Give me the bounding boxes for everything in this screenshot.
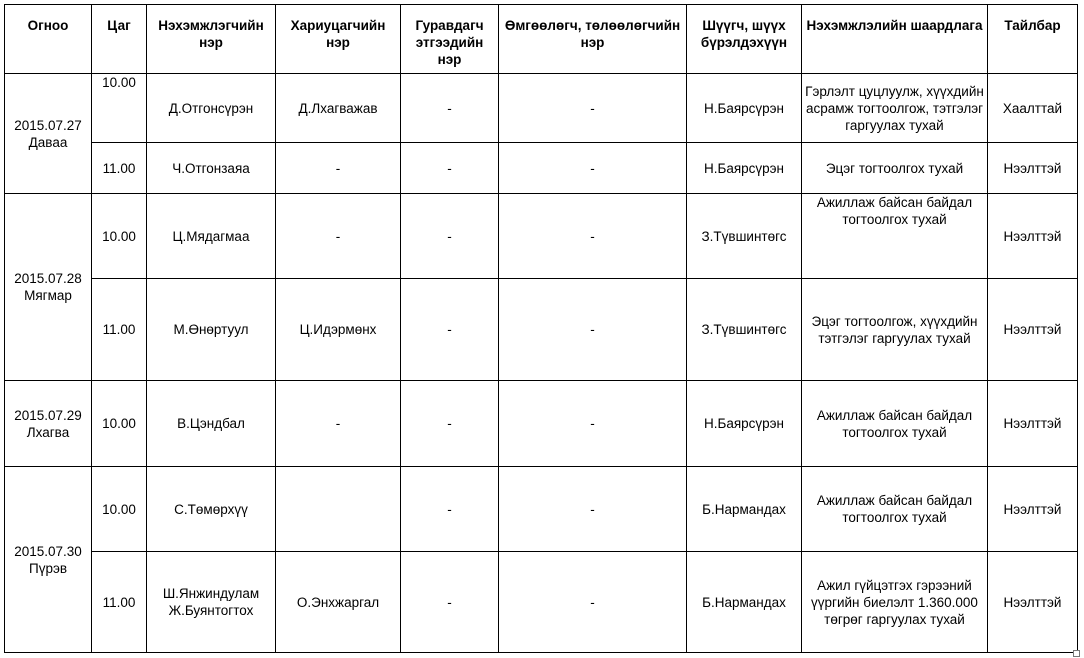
third-party-cell: - xyxy=(401,279,499,381)
header-advocate: Өмгөөлөгч, төлөөлөгчийн нэр xyxy=(499,5,687,74)
advocate-cell: - xyxy=(499,143,687,194)
date-value: 2015.07.30 xyxy=(14,543,82,559)
advocate-cell: - xyxy=(499,279,687,381)
table-row xyxy=(5,143,1078,194)
header-note: Тайлбар xyxy=(988,5,1078,74)
date-cell xyxy=(5,381,92,467)
header-third-party: Гуравдагч этгээдийн нэр xyxy=(401,5,499,74)
defendant-cell: О.Энхжаргал xyxy=(276,552,401,653)
header-claim: Нэхэмжлэлийн шаардлага xyxy=(802,5,988,74)
claim-cell: Гэрлэлт цуцлуулж, хүүхдийн асрамж тогтоолгож, тэтгэлэг гаргуулах тухай xyxy=(802,74,988,143)
table-row xyxy=(5,279,1078,381)
judge-cell: Б.Нармандах xyxy=(687,552,802,653)
advocate-cell: - xyxy=(499,381,687,467)
note-cell: Нээлттэй xyxy=(988,143,1078,194)
header-date: Огноо xyxy=(5,5,92,74)
advocate-cell: - xyxy=(499,194,687,279)
date-cell xyxy=(5,74,92,194)
weekday-value: Даваа xyxy=(28,134,68,150)
table-resize-handle[interactable] xyxy=(1073,650,1080,657)
defendant-cell: Ц.Идэрмөнх xyxy=(276,279,401,381)
third-party-cell: - xyxy=(401,552,499,653)
date-cell xyxy=(5,467,92,653)
claim-cell: Эцэг тогтоолгож, хүүхдийн тэтгэлэг гаргуулах тухай xyxy=(802,279,988,381)
header-judge: Шүүгч, шүүх бүрэлдэхүүн xyxy=(687,5,802,74)
defendant-cell: - xyxy=(276,143,401,194)
table-row xyxy=(5,194,1078,279)
time-cell: 11.00 xyxy=(92,552,147,653)
date-value: 2015.07.28 xyxy=(14,271,82,286)
advocate-cell: - xyxy=(499,467,687,552)
judge-cell: Н.Баярсүрэн xyxy=(687,381,802,467)
claim-cell: Ажиллаж байсан байдал тогтоолгох тухай xyxy=(802,467,988,552)
judge-cell: Б.Нармандах xyxy=(687,467,802,552)
header-row xyxy=(5,5,1078,74)
claim-cell: Ажиллаж байсан байдал тогтоолгох тухай xyxy=(802,194,988,279)
date-value: 2015.07.29 xyxy=(14,407,82,423)
defendant-cell xyxy=(276,467,401,552)
note-cell: Нээлттэй xyxy=(988,467,1078,552)
date-value: 2015.07.27 xyxy=(14,117,82,133)
header-time: Цаг xyxy=(92,5,147,74)
judge-cell: З.Түвшинтөгс xyxy=(687,194,802,279)
judge-cell: З.Түвшинтөгс xyxy=(687,279,802,381)
plaintiff-cell: М.Өнөртуул xyxy=(147,279,276,381)
header-defendant: Хариуцагчийн нэр xyxy=(276,5,401,74)
table-row xyxy=(5,467,1078,552)
time-cell: 10.00 xyxy=(92,194,147,279)
defendant-cell: - xyxy=(276,194,401,279)
note-cell: Нээлттэй xyxy=(988,194,1078,279)
note-cell: Хаалттай xyxy=(988,74,1078,143)
third-party-cell: - xyxy=(401,143,499,194)
plaintiff-cell: Ц.Мядагмаа xyxy=(147,194,276,279)
time-cell: 10.00 xyxy=(92,467,147,552)
plaintiff-cell: Д.Отгонсүрэн xyxy=(147,74,276,143)
claim-cell: Ажил гүйцэтгэх гэрээний үүргийн биелэлт 1.360.000 төгрөг гаргуулах тухай xyxy=(802,552,988,653)
defendant-cell: - xyxy=(276,381,401,467)
note-cell: Нээлттэй xyxy=(988,552,1078,653)
table-row xyxy=(5,552,1078,653)
date-cell xyxy=(5,194,92,381)
weekday-value: Пүрэв xyxy=(28,560,68,576)
third-party-cell: - xyxy=(401,194,499,279)
defendant-cell: Д.Лхагважав xyxy=(276,74,401,143)
plaintiff-cell: Ч.Отгонзаяа xyxy=(147,143,276,194)
plaintiff-cell: В.Цэндбал xyxy=(147,381,276,467)
time-cell: 11.00 xyxy=(92,279,147,381)
table-row xyxy=(5,74,1078,143)
plaintiff-cell: С.Төмөрхүү xyxy=(147,467,276,552)
third-party-cell: - xyxy=(401,74,499,143)
weekday-value: Лхагва xyxy=(26,424,70,440)
note-cell: Нээлттэй xyxy=(988,279,1078,381)
time-cell: 11.00 xyxy=(92,143,147,194)
time-cell: 10.00 xyxy=(92,381,147,467)
judge-cell: Н.Баярсүрэн xyxy=(687,143,802,194)
advocate-cell: - xyxy=(499,74,687,143)
court-schedule-table xyxy=(4,4,1078,653)
third-party-cell: - xyxy=(401,381,499,467)
plaintiff-cell: Ш.Янжиндулам Ж.Буянтогтох xyxy=(147,552,276,653)
note-cell: Нээлттэй xyxy=(988,381,1078,467)
third-party-cell: - xyxy=(401,467,499,552)
table-row xyxy=(5,381,1078,467)
claim-cell: Эцэг тогтоолгох тухай xyxy=(802,143,988,194)
claim-cell: Ажиллаж байсан байдал тогтоолгох тухай xyxy=(802,381,988,467)
time-cell: 10.00 xyxy=(92,74,147,143)
advocate-cell: - xyxy=(499,552,687,653)
header-plaintiff: Нэхэмжлэгчийн нэр xyxy=(147,5,276,74)
weekday-value: Мягмар xyxy=(24,288,72,303)
judge-cell: Н.Баярсүрэн xyxy=(687,74,802,143)
